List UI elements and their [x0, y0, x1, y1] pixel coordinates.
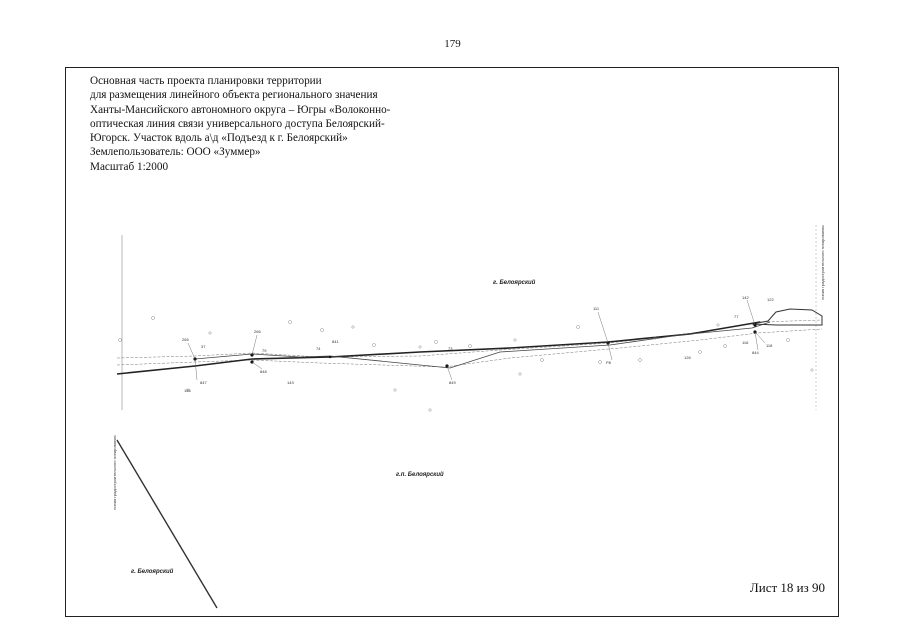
- point-label: 844: [752, 350, 759, 355]
- tree-symbol: [119, 339, 122, 342]
- scale-line: Масштаб 1:2000: [90, 160, 169, 173]
- point-label: 77: [734, 314, 739, 319]
- sheet-label: Лист 18 из 90: [749, 580, 825, 595]
- tree-symbol: [787, 339, 790, 342]
- title-line-2: для размещения линейного объекта регионального значения: [90, 89, 378, 102]
- point-label: 122: [767, 297, 774, 302]
- boundary-label-right: линия градостроительного зонирования: [820, 225, 825, 300]
- route-nodes: [193, 323, 756, 367]
- point-label: 848: [260, 369, 267, 374]
- leader: [608, 343, 612, 360]
- town-label-center: г.п. Белоярский: [396, 472, 444, 478]
- node: [329, 356, 331, 358]
- town-label-top: г. Белоярский: [493, 280, 536, 286]
- point-label: 126: [684, 355, 691, 360]
- land-user-line: Землепользователь: ООО «Зуммер»: [90, 146, 261, 159]
- point-label: 156: [184, 388, 191, 393]
- leader: [598, 312, 608, 343]
- tree-symbol: [352, 326, 354, 328]
- point-label: 849: [449, 380, 456, 385]
- point-label: 266: [254, 329, 261, 334]
- tree-symbol: [289, 321, 292, 324]
- title-line-3: Ханты-Мансийского автономного округа – Югры «Волоконно-: [90, 103, 391, 116]
- title-line-5: Югорск. Участок вдоль а\д «Подъезд к г. Белоярский»: [90, 132, 348, 145]
- boundary-label-left: линия градостроительного зонирования: [112, 435, 117, 510]
- tree-symbol: [429, 409, 431, 411]
- point-label: 73: [448, 346, 453, 351]
- leader: [252, 362, 262, 369]
- point-label: 74: [316, 346, 321, 351]
- title-line-1: Основная часть проекта планировки территории: [90, 75, 322, 87]
- point-label: 143: [287, 380, 294, 385]
- tree-symbol: [699, 351, 702, 354]
- road-loop-right: [752, 309, 822, 325]
- road-edge-bottom: [117, 329, 822, 367]
- leader: [188, 343, 195, 359]
- label-leaders: [188, 300, 765, 380]
- page-number: 179: [444, 38, 461, 50]
- tree-symbol: [373, 344, 376, 347]
- tree-symbol: [599, 361, 602, 364]
- road-edge-top: [117, 320, 822, 358]
- point-label: 79: [262, 348, 267, 353]
- title-line-4: оптическая линия связи универсального доступа Белоярский-: [90, 117, 385, 130]
- tree-symbol: [419, 346, 421, 348]
- tree-symbol: [717, 324, 719, 326]
- point-label: 37: [201, 344, 206, 349]
- tree-symbol: [514, 339, 516, 341]
- tree-symbol: [152, 317, 155, 320]
- point-label: 841: [332, 339, 339, 344]
- tree-symbol: [394, 389, 396, 391]
- tree-symbol: [435, 341, 438, 344]
- tree-symbol: [811, 369, 813, 371]
- point-label: Р8: [606, 360, 611, 365]
- point-label: 111: [593, 306, 600, 311]
- cable-route-main: [117, 322, 760, 374]
- tree-symbol: [577, 326, 580, 329]
- diagonal-road: [117, 440, 217, 608]
- town-label-bottom: г. Белоярский: [131, 569, 174, 575]
- tree-symbol: [724, 345, 727, 348]
- point-label: 142: [742, 295, 749, 300]
- tree-symbol: [321, 329, 324, 332]
- leader: [747, 300, 755, 325]
- tree-symbol: [209, 332, 211, 334]
- tree-symbol: [639, 359, 642, 362]
- point-label: 116: [742, 340, 749, 345]
- point-label: 118: [766, 343, 773, 348]
- leader: [252, 335, 257, 355]
- tree-symbol: [541, 359, 544, 362]
- point-label: 265: [182, 337, 189, 342]
- point-labels: [182, 295, 774, 393]
- tree-symbol: [519, 373, 521, 375]
- point-label: 847: [200, 380, 207, 385]
- tree-symbol: [469, 345, 472, 348]
